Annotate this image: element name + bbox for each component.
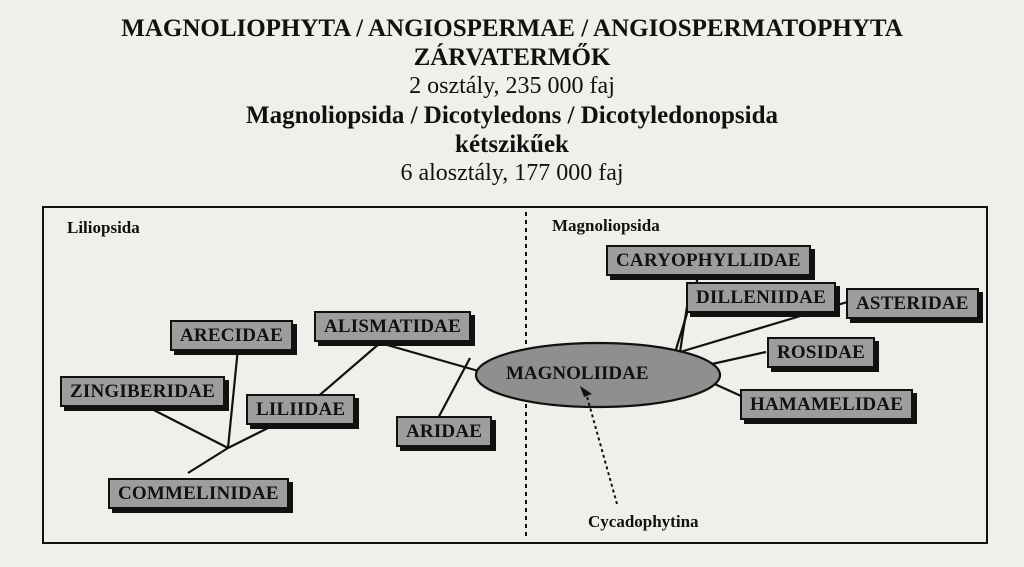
- link-arecidae: [228, 348, 238, 448]
- node-alismatidae: ALISMATIDAE: [314, 311, 471, 342]
- node-aridae: ARIDAE: [396, 416, 492, 447]
- cycadophytina-label: Cycadophytina: [588, 512, 699, 531]
- liliopsida-label: Liliopsida: [67, 218, 140, 237]
- node-rosidae: ROSIDAE: [767, 337, 875, 368]
- link-commelinidae-arecidae: [188, 448, 228, 473]
- link-alismatidae: [380, 343, 482, 372]
- header-class-count: 2 osztály, 235 000 faj: [409, 73, 615, 99]
- header-title: MAGNOLIOPHYTA / ANGIOSPERMAE / ANGIOSPERMATOPHYTA: [121, 15, 903, 42]
- link-rosidae: [712, 352, 766, 364]
- node-liliidae: LILIIDAE: [246, 394, 355, 425]
- center-node-label: MAGNOLIIDAE: [506, 363, 649, 384]
- node-commelinidae: COMMELINIDAE: [108, 478, 289, 509]
- header-subtitle-hungarian: kétszikűek: [455, 131, 569, 158]
- header-hungarian-name: ZÁRVATERMŐK: [413, 44, 611, 71]
- link-zingiberidae: [140, 403, 228, 448]
- link-aridae: [436, 358, 470, 422]
- node-asteridae: ASTERIDAE: [846, 288, 979, 319]
- magnoliopsida-label: Magnoliopsida: [552, 216, 660, 235]
- node-arecidae: ARECIDAE: [170, 320, 293, 351]
- cycadophytina-dotted-line: [586, 393, 617, 504]
- header-subtitle: Magnoliopsida / Dicotyledons / Dicotyledonopsida: [245, 102, 779, 129]
- node-caryophyllidae: CARYOPHYLLIDAE: [606, 245, 811, 276]
- node-zingiberidae: ZINGIBERIDAE: [60, 376, 225, 407]
- node-hamamelidae: HAMAMELIDAE: [740, 389, 913, 420]
- node-dilleniidae: DILLENIIDAE: [686, 282, 836, 313]
- header-subclass-count: 6 alosztály, 177 000 faj: [400, 160, 624, 186]
